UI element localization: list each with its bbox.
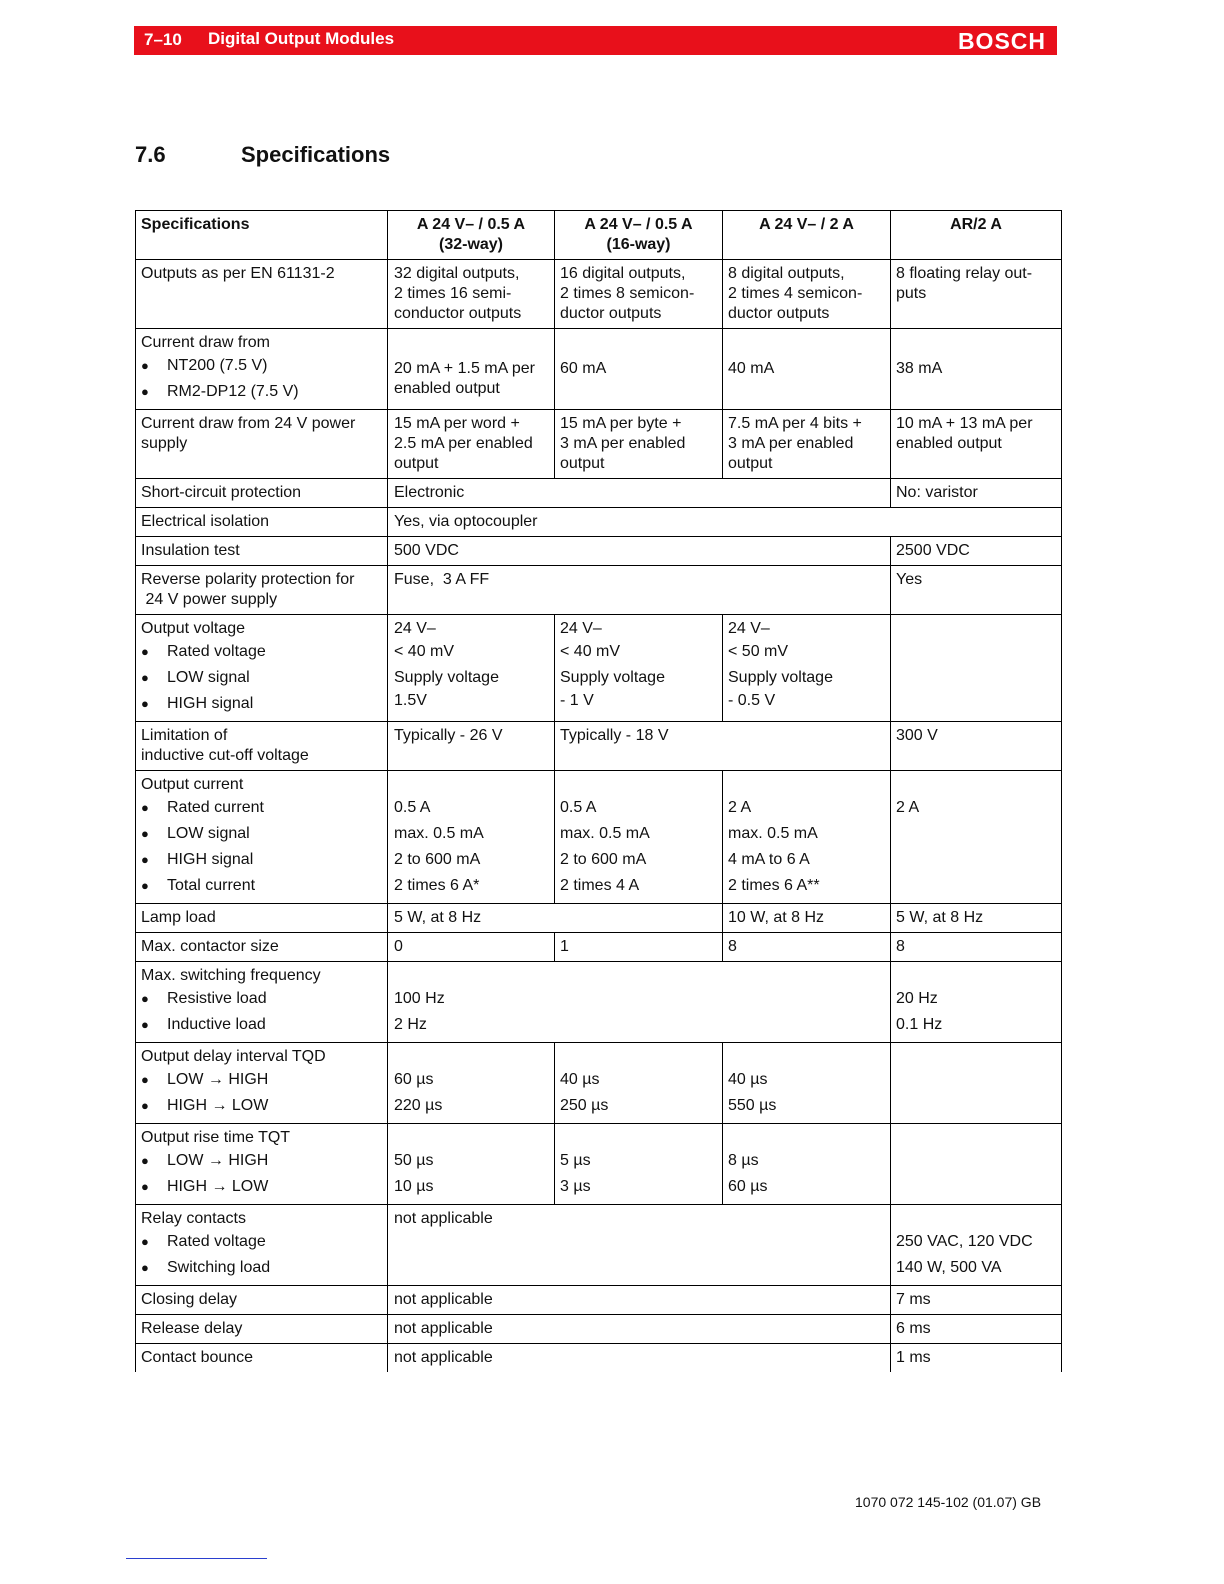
table-cell xyxy=(891,615,1062,722)
table-row xyxy=(136,537,1062,566)
table-cell: 40 mA xyxy=(723,329,891,410)
table-cell: 100 Hz 2 Hz xyxy=(388,962,891,1043)
row-label: Output rise time TQT ● LOW → HIGH ● HIGH → LOW xyxy=(136,1124,388,1205)
table-row xyxy=(136,962,1062,1043)
table-cell: 10 mA + 13 mA per enabled output xyxy=(891,410,1062,479)
table-cell: not applicable xyxy=(388,1205,891,1286)
page-header xyxy=(134,26,1057,55)
table-row xyxy=(136,1124,1062,1205)
footer-rule xyxy=(126,1558,267,1559)
row-label: Contact bounce xyxy=(136,1344,388,1373)
table-row xyxy=(136,722,1062,771)
row-label: Short-circuit protection xyxy=(136,479,388,508)
table-cell: not applicable xyxy=(388,1315,891,1344)
table-cell: 32 digital outputs, 2 times 16 semi- conductor outputs xyxy=(388,260,555,329)
table-cell: Yes, via optocoupler xyxy=(388,508,1062,537)
table-cell: 20 mA + 1.5 mA per enabled output xyxy=(388,329,555,410)
table-row xyxy=(136,260,1062,329)
table-cell: 8 xyxy=(723,933,891,962)
table-cell: 8 µs 60 µs xyxy=(723,1124,891,1205)
chapter-title: Digital Output Modules xyxy=(208,29,395,48)
table-cell: 40 µs 550 µs xyxy=(723,1043,891,1124)
table-cell: 16 digital outputs, 2 times 8 semicon- ductor outputs xyxy=(555,260,723,329)
table-row xyxy=(136,329,1062,410)
row-label: Reverse polarity protection for 24 V power supply xyxy=(136,566,388,615)
row-label: Current draw from ● NT200 (7.5 V) ● RM2-DP12 (7.5 V) xyxy=(136,329,388,410)
bosch-logo: BOSCH xyxy=(957,28,1046,54)
row-label: Release delay xyxy=(136,1315,388,1344)
table-cell: 20 Hz 0.1 Hz xyxy=(891,962,1062,1043)
table-cell: 5 W, at 8 Hz xyxy=(891,904,1062,933)
table-cell: Fuse, 3 A FF xyxy=(388,566,891,615)
table-cell: Typically - 18 V xyxy=(555,722,891,771)
table-cell: 24 V– < 40 mV Supply voltage - 1 V xyxy=(555,615,723,722)
table-cell: 50 µs 10 µs xyxy=(388,1124,555,1205)
table-row xyxy=(136,771,1062,904)
column-header-a24-05-16: A 24 V– / 0.5 A (16-way) xyxy=(555,211,723,260)
row-label: Closing delay xyxy=(136,1286,388,1315)
table-row xyxy=(136,1344,1062,1373)
table-row xyxy=(136,904,1062,933)
table-cell: 7.5 mA per 4 bits + 3 mA per enabled output xyxy=(723,410,891,479)
table-cell: 2500 VDC xyxy=(891,537,1062,566)
table-cell: 1 xyxy=(555,933,723,962)
column-header-a24-05-32: A 24 V– / 0.5 A (32-way) xyxy=(388,211,555,260)
table-cell: 0.5 A max. 0.5 mA 2 to 600 mA 2 times 4 A xyxy=(555,771,723,904)
table-row xyxy=(136,1043,1062,1124)
table-cell: 8 digital outputs, 2 times 4 semicon- ductor outputs xyxy=(723,260,891,329)
table-cell: Yes xyxy=(891,566,1062,615)
specifications-table xyxy=(135,210,1062,1372)
table-cell: 0 xyxy=(388,933,555,962)
table-row xyxy=(136,508,1062,537)
table-cell: No: varistor xyxy=(891,479,1062,508)
table-cell: not applicable xyxy=(388,1286,891,1315)
table-cell: 60 mA xyxy=(555,329,723,410)
table-cell xyxy=(891,1124,1062,1205)
row-label: Relay contacts ● Rated voltage ● Switching load xyxy=(136,1205,388,1286)
table-cell: 40 µs 250 µs xyxy=(555,1043,723,1124)
table-cell: 250 VAC, 120 VDC 140 W, 500 VA xyxy=(891,1205,1062,1286)
table-row xyxy=(136,933,1062,962)
section-number: 7.6 xyxy=(135,142,166,167)
table-cell: 0.5 A max. 0.5 mA 2 to 600 mA 2 times 6 A* xyxy=(388,771,555,904)
table-cell: 5 W, at 8 Hz xyxy=(388,904,723,933)
row-label: Max. switching frequency ● Resistive load ● Inductive load xyxy=(136,962,388,1043)
row-label: Output current ● Rated current ● LOW signal ● HIGH signal ● Total current xyxy=(136,771,388,904)
section-title: Specifications xyxy=(241,142,391,167)
table-cell: 7 ms xyxy=(891,1286,1062,1315)
table-cell: Electronic xyxy=(388,479,891,508)
table-row xyxy=(136,410,1062,479)
table-cell: 15 mA per byte + 3 mA per enabled output xyxy=(555,410,723,479)
row-label: Insulation test xyxy=(136,537,388,566)
table-cell: 5 µs 3 µs xyxy=(555,1124,723,1205)
table-cell: not applicable xyxy=(388,1344,891,1373)
table-cell: 10 W, at 8 Hz xyxy=(723,904,891,933)
row-label: Limitation of inductive cut-off voltage xyxy=(136,722,388,771)
table-cell: 2 A max. 0.5 mA 4 mA to 6 A 2 times 6 A** xyxy=(723,771,891,904)
table-cell: 500 VDC xyxy=(388,537,891,566)
table-cell: 60 µs 220 µs xyxy=(388,1043,555,1124)
table-header-row xyxy=(136,211,1062,260)
row-label: Lamp load xyxy=(136,904,388,933)
table-row xyxy=(136,479,1062,508)
row-label: Output voltage ● Rated voltage ● LOW signal ● HIGH signal xyxy=(136,615,388,722)
table-row xyxy=(136,615,1062,722)
row-label: Output delay interval TQD ● LOW → HIGH ● HIGH → LOW xyxy=(136,1043,388,1124)
table-cell: 38 mA xyxy=(891,329,1062,410)
table-cell: 300 V xyxy=(891,722,1062,771)
table-row xyxy=(136,1205,1062,1286)
row-label: Current draw from 24 V power supply xyxy=(136,410,388,479)
column-header-specifications: Specifications xyxy=(136,211,388,260)
table-cell: 8 floating relay out- puts xyxy=(891,260,1062,329)
row-label: Max. contactor size xyxy=(136,933,388,962)
column-header-ar2: AR/2 A xyxy=(891,211,1062,260)
table-cell: 2 A xyxy=(891,771,1062,904)
row-label: Outputs as per EN 61131-2 xyxy=(136,260,388,329)
table-cell xyxy=(891,1043,1062,1124)
table-cell: 24 V– < 50 mV Supply voltage - 0.5 V xyxy=(723,615,891,722)
table-row xyxy=(136,1286,1062,1315)
table-cell: Typically - 26 V xyxy=(388,722,555,771)
table-row xyxy=(136,1315,1062,1344)
table-cell: 24 V– < 40 mV Supply voltage 1.5V xyxy=(388,615,555,722)
page-number: 7–10 xyxy=(144,30,182,49)
table-cell: 8 xyxy=(891,933,1062,962)
column-header-a24-2: A 24 V– / 2 A xyxy=(723,211,891,260)
document-number: 1070 072 145-102 (01.07) GB xyxy=(855,1494,1042,1510)
table-cell: 1 ms xyxy=(891,1344,1062,1373)
row-label: Electrical isolation xyxy=(136,508,388,537)
table-cell: 6 ms xyxy=(891,1315,1062,1344)
table-row xyxy=(136,566,1062,615)
table-cell: 15 mA per word + 2.5 mA per enabled output xyxy=(388,410,555,479)
